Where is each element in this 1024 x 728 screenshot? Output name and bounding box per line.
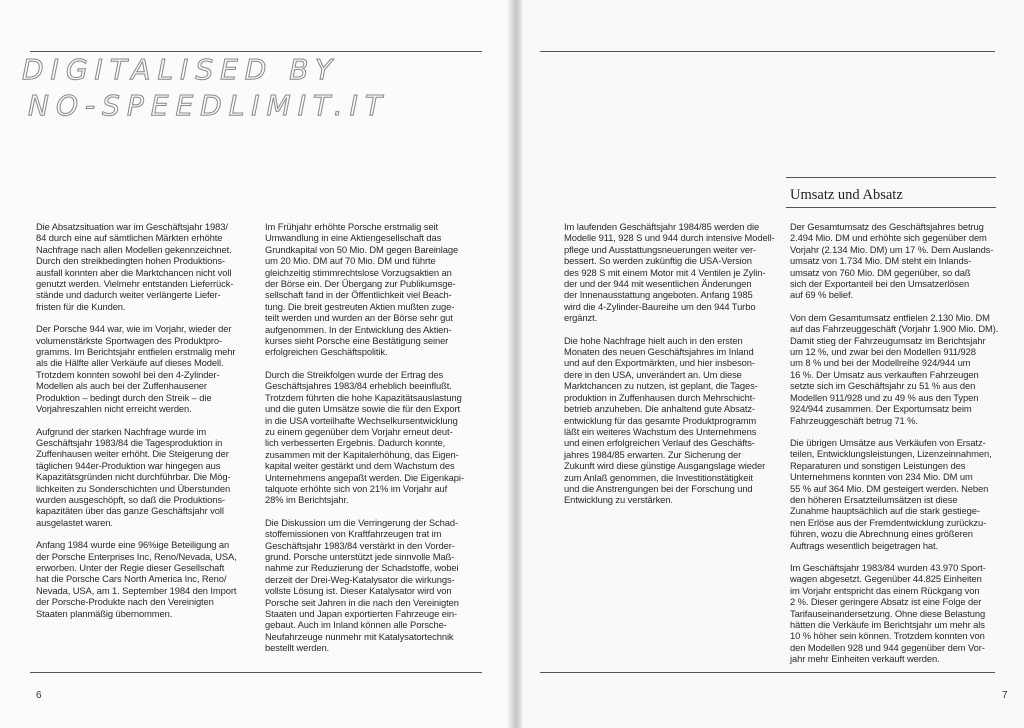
watermark <box>22 52 389 124</box>
book-gutter <box>508 0 522 728</box>
top-rule-right <box>540 51 995 52</box>
left-column-2 <box>265 221 493 665</box>
paragraph: Von dem Gesamtumsatz entfielen 2.130 Mio. DM auf das Fahrzeuggeschäft (Vorjahr 1.900 Mio. DM). Damit stieg der Fahrzeugumsatz im Berichtsjahr um 12 %, und zwar bei den Modellen 911/928 um 8 % und bei der Modellreihe 924/944 um 16 %. Der Umsatz aus verkauften Fahrzeugen setzte sich im Geschäftsjahr zu 51 % aus den Modellen 911/928 und zu 49 % aus den Typen 924/944 zusammen. Der Exportumsatz beim Fahrzeuggeschäft betrug 71 %. <box>790 311 999 426</box>
paragraph: Durch die Streikfolgen wurde der Ertrag des Geschäftsjahres 1983/84 erheblich beeinflußt. Trotzdem führten die hohe Kapazitätsauslastung und die guten Umsätze sowie die für den Export in die USA vorteilhafte Wechselkursentwicklung zu einem gegenüber dem Vorjahr erneut deut- lich verbesserten Ergebnis. Dadurch konnte, zusammen mit der Kapitalerhöhung, das Eigen- kapital weiter gestärkt und dem Wachstum des Unternehmens angepaßt werden. Die Eigenkapi- talquote erhöhte sich von 21% im Vorjahr auf 28% im Berichtsjahr. <box>265 368 464 506</box>
paragraph: Anfang 1984 wurde eine 96%ige Beteiligung an der Porsche Enterprises Inc, Reno/Nevada, USA, erworben. Unter der Regie dieser Gesellschaft hat die Porsche Cars North America Inc, Reno/ Nevada, USA, am 1. September 1984 den Import der Porsche-Produkte nach den Vereinigten Staaten planmäßig übernommen. <box>36 539 237 619</box>
paragraph: Die übrigen Umsätze aus Verkäufen von Ersatz- teilen, Entwicklungsleistungen, Lizenzeinnahmen, Reparaturen und sonstigen Leistungen des Unternehmens konnten von 234 Mio. DM um 55 % auf 364 Mio. DM gesteigert werden. Neben den höheren Ersatzteilumsätzen ist diese Zunahme hauptsächlich auf die stark gestiege- nen Erlöse aus der Fremdentwicklung zurückzu- führen, wozu die Abrechnung eines größeren Auftrags wesentlich beigetragen hat. <box>790 436 992 551</box>
watermark-line-2: NO-SPEEDLIMIT.IT <box>28 89 390 122</box>
bottom-rule-left <box>30 672 482 673</box>
section-heading: Umsatz und Absatz <box>790 187 903 203</box>
bottom-rule-right <box>540 672 995 673</box>
paragraph: Im Frühjahr erhöhte Porsche erstmalig seit Umwandlung in eine Aktiengesellschaft das Grundkapital von 50 Mio. DM gegen Bareinlage um 20 Mio. DM auf 70 Mio. DM und führte gleichzeitig stimmrechtslose Vorzugsaktien an der Börse ein. Der Übergang zur Publikumsge- sellschaft fand in der Öffentlichkeit viel Beach- tung. Die breit gestreuten Aktien mußten zuge- teilt werden und wurden an der Börse sehr gut aufgenommen. In der Entwicklung des Aktien- kurses sieht Porsche eine Bestätigung seiner erfolgreichen Geschäftspolitik. <box>265 221 459 358</box>
paragraph: Der Gesamtumsatz des Geschäftsjahres betrug 2.494 Mio. DM und erhöhte sich gegenüber dem Vorjahr (2.134 Mio. DM) um 17 %. Dem Auslands- umsatz von 1.734 Mio. DM steht ein Inlands- umsatz von 760 Mio. DM gegenüber, so daß sich der Exportanteil bei den Umsatzerlösen auf 69 % belief. <box>790 221 994 301</box>
heading-rule-top <box>786 177 996 178</box>
paragraph: Der Porsche 944 war, wie im Vorjahr, wieder der volumenstärkste Sportwagen des Produktpro- gramms. Im Berichtsjahr entfielen erstmalig mehr als die Hälfte aller Verkäufe auf dieses Modell. Trotzdem konnten sowohl bei den 4-Zylinder- Modellen als auch bei der Zuffenhausener Produktion – bedingt durch den Streik – die Vorjahreszahlen nicht erreicht werden. <box>36 323 236 415</box>
paragraph: Die hohe Nachfrage hielt auch in den ersten Monaten des neuen Geschäftsjahres im Inland und auf den Exportmärkten, und hier insbeson- dere in den USA, unverändert an. Um diese Marktchancen zu nutzen, ist geplant, die Tages- produktion in Zuffenhausen durch Mehrschicht- betrieb anzuheben. Die anhaltend gute Absatz- entwicklung für das gesamte Produktprogramm läßt ein weiteres Wachstum des Unternehmens und einen erfolgreichen Verlauf des Geschäfts- jahres 1984/85 erwarten. Zur Sicherung der Zukunft wird diese günstige Ausgangslage wieder zum Anlaß genommen, die Investitionstätigkeit und die Anstrengungen bei der Forschung und Entwicklung zu verstärken. <box>564 334 766 506</box>
left-column-1 <box>36 221 258 630</box>
paragraph: Die Absatzsituation war im Geschäftsjahr 1983/ 84 durch eine auf sämtlichen Märkten erhöhte Nachfrage nach allen Modellen gekennzeichnet. Durch den streikbedingten hohen Produktions- ausfall konnten aber die Marktchancen nicht voll genutzt werden. Vielmehr entstanden Lieferrück- stände und dadurch weiter verlängerte Liefer- fristen für die Kunden. <box>36 221 234 312</box>
page-number-right: 7 <box>1002 690 1008 701</box>
paragraph: Die Diskussion um die Verringerung der Schad- stoffemissionen von Kraftfahrzeugen trat im Geschäftsjahr 1983/84 verstärkt in den Vorder- grund. Porsche unterstützt jede sinnvolle Maß- nahme zur Reduzierung der Schadstoffe, wobei derzeit der Drei-Weg-Katalysator die wirkungs- vollste Lösung ist. Dieser Katalysator wird von Porsche seit Jahren in die nach den Vereinigten Staaten und Japan exportierten Fahrzeuge ein- gebaut. Auch im Inland können alle Porsche- Neufahrzeuge nunmehr mit Katalysatortechnik bestellt werden. <box>265 516 459 654</box>
paragraph: Im Geschäftsjahr 1983/84 wurden 43.970 Sport- wagen abgesetzt. Gegenüber 44.825 Einheiten im Vorjahr entspricht das einem Rückgang von 2 %. Dieser geringere Absatz ist eine Folge der Tarifauseinandersetzung. Ohne diese Belastung hätten die Verkäufe im Berichtsjahr um mehr als 10 % höher sein können. Trotzdem konnten von den Modellen 928 und 944 gegenüber dem Vor- jahr mehr Einheiten verkauft werden. <box>790 561 986 665</box>
watermark-line-1: DIGITALISED BY <box>22 53 340 86</box>
heading-rule-bottom <box>786 207 996 208</box>
paragraph: Aufgrund der starken Nachfrage wurde im Geschäftsjahr 1983/84 die Tagesproduktion in Zuffenhausen weiter erhöht. Die Steigerung der täglichen 944er-Produktion war hingegen aus Kapazitätsgründen nicht durchführbar. Die Mög- lichkeiten zu Sonderschichten und Überstunden wurden ausgeschöpft, so daß die Produktions- kapazitäten über das ganze Geschäftsjahr voll ausgelastet waren. <box>36 425 231 528</box>
right-column-1 <box>564 221 782 517</box>
right-column-2 <box>790 221 1008 676</box>
page-number-left: 6 <box>36 690 42 701</box>
paragraph: Im laufenden Geschäftsjahr 1984/85 werden die Modelle 911, 928 S und 944 durch intensive Modell- pflege und Ausstattungsneuerungen weiter ver- bessert. So werden zukünftig die USA-Version des 928 S mit einem Motor mit 4 Ventilen je Zylin- der und der 944 mit wesentlichen Änderungen der Innenausstattung angeboten. Anfang 1985 wird die 4-Zylinder-Baureihe um den 944 Turbo ergänzt. <box>564 221 775 324</box>
